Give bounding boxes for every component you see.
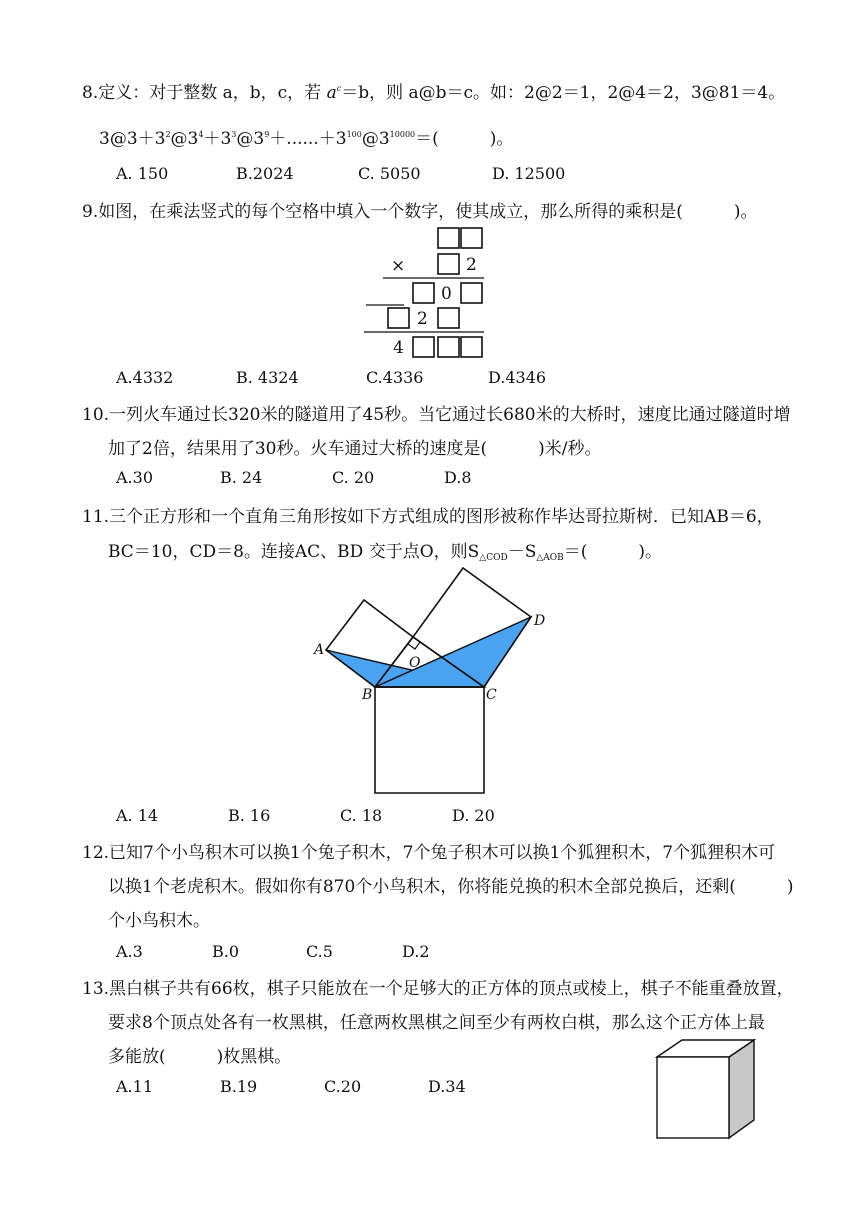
q12-number: 12. [82, 843, 110, 863]
q10-number: 10. [82, 405, 110, 425]
q10-option-d[interactable]: D.8 [444, 468, 472, 487]
label-d: D [534, 613, 546, 629]
q8-text-before: 定义：对于整数 a，b，c，若 [98, 83, 327, 103]
digit-4-row5: 4 [393, 338, 404, 358]
q8-expr-exp: 4 [198, 130, 204, 139]
q13-option-a[interactable]: A.11 [116, 1077, 153, 1096]
q8-expr-part: @3 [236, 129, 265, 149]
q8-expr-part: ＋......＋3 [269, 129, 347, 149]
label-b: B [362, 687, 373, 703]
q8-expr-exp: 100 [346, 130, 362, 139]
label-a: A [314, 642, 325, 658]
q9-number: 9. [82, 202, 99, 222]
q8-option-b[interactable]: B.2024 [236, 164, 294, 183]
q11-line2-b: －S [507, 542, 537, 562]
label-c: C [486, 687, 497, 703]
q8-number: 8. [82, 83, 99, 103]
q12-line3: 个小鸟积木。 [108, 911, 210, 931]
q8-expr-exp: 10000 [389, 130, 416, 139]
q12-option-d[interactable]: D.2 [402, 942, 430, 961]
q11-sub-aob: △AOB [536, 553, 564, 563]
q11-option-c[interactable]: C. 18 [340, 806, 383, 825]
q12-line1: 已知7个小鸟积木可以换1个兔子积木，7个兔子积木可以换1个狐狸积木，7个狐狸积木可 [109, 843, 776, 863]
q10-option-a[interactable]: A.30 [116, 468, 153, 487]
q9-option-c[interactable]: C.4336 [366, 368, 424, 387]
q12-option-c[interactable]: C.5 [306, 942, 333, 961]
q8-expr-part: 3@3＋3 [99, 129, 166, 149]
q13-option-c[interactable]: C.20 [324, 1077, 362, 1096]
q9-text: 如图，在乘法竖式的每个空格中填入一个数字，使其成立，那么所得的乘积是( )。 [98, 202, 758, 222]
q13-line1: 黑白棋子共有66枚，棋子只能放在一个足够大的正方体的顶点或棱上，棋子不能重叠放置， [109, 979, 794, 999]
q11-option-a[interactable]: A. 14 [116, 806, 159, 825]
q11-sub-cod: △COD [479, 553, 508, 563]
q8-expr-part: ＋3 [203, 129, 232, 149]
q11-number: 11. [82, 507, 110, 527]
q12-line2: 以换1个老虎积木。假如你有870个小鸟积木，你将能兑换的积木全部兑换后，还剩( ) [108, 877, 794, 897]
q11-option-d[interactable]: D. 20 [452, 806, 495, 825]
q10-option-c[interactable]: C. 20 [332, 468, 375, 487]
q9-option-b[interactable]: B. 4324 [236, 368, 299, 387]
q13-option-b[interactable]: B.19 [220, 1077, 258, 1096]
q11-option-b[interactable]: B. 16 [228, 806, 271, 825]
q12-option-b[interactable]: B.0 [212, 942, 240, 961]
q8-expr-exp: 9 [264, 130, 270, 139]
q11-line2-c: ＝( )。 [563, 542, 663, 562]
q8-expr-part: @3 [361, 129, 390, 149]
digit-0-row3: 0 [441, 284, 452, 304]
q8-text-base: a [326, 83, 337, 103]
digit-2-row2: 2 [466, 255, 477, 275]
q8-expr-part: @3 [170, 129, 199, 149]
q10-option-b[interactable]: B. 24 [220, 468, 263, 487]
q11-line1: 三个正方形和一个直角三角形按如下方式组成的图形被称作毕达哥拉斯树．已知AB＝6， [109, 507, 774, 527]
q9-option-d[interactable]: D.4346 [488, 368, 547, 387]
q8-option-c[interactable]: C. 5050 [358, 164, 421, 183]
q8-expr-exp: 3 [231, 130, 237, 139]
label-o: O [409, 655, 421, 671]
q13-option-d[interactable]: D.34 [428, 1077, 466, 1096]
q13-line2: 要求8个顶点处各有一枚黑棋，任意两枚黑棋之间至少有两枚白棋，那么这个正方体上最 [108, 1013, 765, 1033]
q13-number: 13. [82, 979, 110, 999]
q8-expr-part: ＝( )。 [415, 129, 514, 149]
q8-option-d[interactable]: D. 12500 [492, 164, 566, 183]
times-sign: × [391, 256, 406, 276]
q9-option-a[interactable]: A.4332 [116, 368, 174, 387]
q8-option-a[interactable]: A. 150 [116, 164, 169, 183]
cube-front-face [657, 1057, 729, 1138]
q10-line1: 一列火车通过长320米的隧道用了45秒。当它通过长680米的大桥时，速度比通过隧道时增 [109, 405, 791, 425]
q12-option-a[interactable]: A.3 [116, 942, 143, 961]
q8-text-exp: c [336, 84, 342, 93]
q8-expr-exp: 2 [165, 130, 171, 139]
q13-line3: 多能放( )枚黑棋。 [108, 1047, 292, 1067]
q11-line2-a: BC＝10，CD＝8。连接AC、BD 交于点O，则S [108, 542, 480, 562]
digit-2-row4: 2 [417, 309, 428, 329]
q10-line2: 加了2倍，结果用了30秒。火车通过大桥的速度是( )米/秒。 [108, 439, 602, 459]
q8-text-after: ＝b，则 a@b＝c。如：2@2＝1，2@4＝2，3@81＝4。 [341, 83, 786, 103]
